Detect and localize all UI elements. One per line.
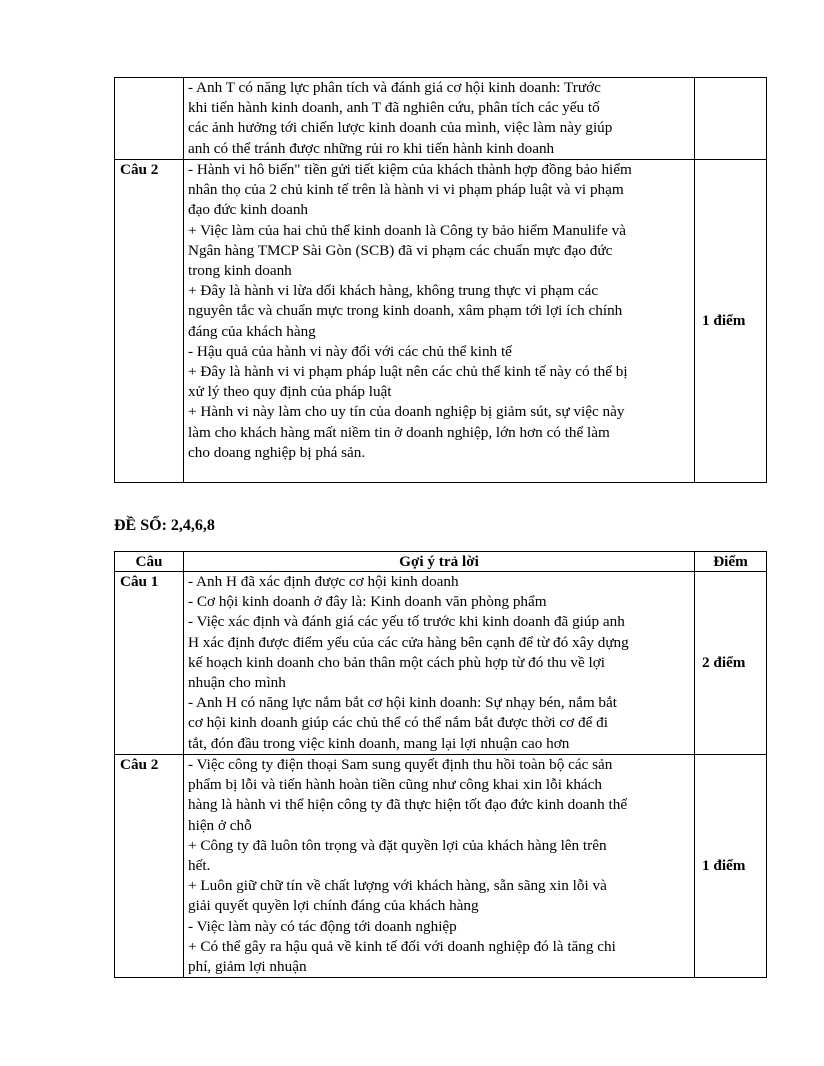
answer-line: giải quyết quyền lợi chính đáng của khách hàng [188, 897, 479, 915]
answer-line: phí, giảm lợi nhuận [188, 958, 307, 976]
answer-line: + Việc làm của hai chủ thể kinh doanh là Công ty bảo hiểm Manulife và [188, 221, 626, 239]
answer-line: cho doang nghiệp bị phá sản. [188, 443, 366, 461]
answer-cell [184, 572, 695, 755]
answer-line: anh có thể tránh được những rủi ro khi tiến hành kinh doanh [188, 139, 555, 157]
answer-line: Ngân hàng TMCP Sài Gòn (SCB) đã vi phạm các chuẩn mực đạo đức [188, 241, 613, 259]
answer-line: - Anh H có năng lực nắm bắt cơ hội kinh doanh: Sự nhạy bén, nắm bắt [188, 694, 617, 712]
points-cell [695, 78, 767, 160]
question-cell: Câu 1 [115, 572, 184, 755]
answer-line: tắt, đón đầu trong việc kinh doanh, mang lại lợi nhuận cao hơn [188, 734, 570, 752]
answer-line: nguyên tắc và chuẩn mực trong kinh doanh, xâm phạm tới lợi ích chính [188, 302, 623, 320]
section-title: ĐỀ SỐ: 2,4,6,8 [114, 517, 215, 534]
answer-line: + Đây là hành vi vi phạm pháp luật nên các chủ thể kinh tế này có thể bị [188, 363, 628, 381]
answer-line: - Việc xác định và đánh giá các yếu tố trước khi kinh doanh đã giúp anh [188, 613, 625, 631]
answer-line: + Đây là hành vi lừa dối khách hàng, không trung thực vi phạm các [188, 282, 599, 300]
answer-line: - Hành vi hô biến" tiền gửi tiết kiệm của khách thành hợp đồng bảo hiểm [188, 161, 632, 178]
question-cell: Câu 2 [115, 160, 184, 483]
table-row [115, 755, 767, 978]
answer-line: + Hành vi này làm cho uy tín của doanh nghiệp bị giảm sút, sự việc này [188, 403, 625, 421]
answer-table-1 [114, 77, 767, 483]
answer-line: nhân thọ của 2 chủ kinh tế trên là hành vi vi phạm pháp luật và vi phạm [188, 181, 624, 199]
question-cell: Câu 2 [115, 755, 184, 978]
question-cell [115, 78, 184, 160]
table-row [115, 78, 767, 160]
answer-line: - Cơ hội kinh doanh ở đây là: Kinh doanh văn phòng phẩm [188, 593, 547, 611]
answer-line: hết. [188, 857, 211, 875]
column-header-question: Câu [115, 552, 184, 572]
answer-line: kế hoạch kinh doanh cho bản thân một cách phù hợp từ đó thu về lợi [188, 653, 605, 671]
answer-line: các ảnh hưởng tới chiến lược kinh doanh của mình, việc làm này giúp [188, 119, 613, 137]
answer-line: - Anh H đã xác định được cơ hội kinh doanh [188, 573, 459, 590]
answer-line: - Việc làm này có tác động tới doanh nghiệp [188, 917, 457, 935]
answer-line: trong kinh doanh [188, 262, 292, 280]
answer-line: - Việc công ty điện thoại Sam sung quyết định thu hồi toàn bộ các sản [188, 756, 613, 773]
answer-line: xử lý theo quy định của pháp luật [188, 383, 392, 401]
answer-line: + Luôn giữ chữ tín về chất lượng với khách hàng, sẵn sãng xin lỗi và [188, 877, 607, 895]
answer-line: - Anh T có năng lực phân tích và đánh giá cơ hội kinh doanh: Trước [188, 79, 601, 96]
answer-table-2 [114, 551, 767, 978]
points-cell: 2 điểm [695, 572, 767, 755]
points-cell: 1 điểm [695, 755, 767, 978]
answer-cell [184, 755, 695, 978]
answer-line: hiện ở chỗ [188, 816, 252, 834]
answer-line: nhuận cho mình [188, 674, 286, 692]
table-row [115, 572, 767, 755]
points-cell: 1 điểm [695, 160, 767, 483]
answer-line: khi tiến hành kinh doanh, anh T đã nghiên cứu, phân tích các yếu tố [188, 99, 600, 117]
table-header-row [115, 552, 767, 572]
answer-line: làm cho khách hàng mất niềm tin ở doanh nghiệp, lớn hơn có thể làm [188, 423, 610, 441]
answer-line: phẩm bị lỗi và tiến hành hoàn tiền cũng như công khai xin lỗi khách [188, 776, 602, 794]
column-header-answer: Gợi ý trả lời [184, 552, 695, 572]
answer-line: - Hậu quả của hành vi này đối với các chủ thể kinh tế [188, 342, 512, 360]
column-header-points: Điểm [695, 552, 767, 572]
answer-line: hàng là hành vi thể hiện công ty đã thực hiện tốt đạo đức kinh doanh thể [188, 796, 628, 814]
answer-line: đạo đức kinh doanh [188, 201, 309, 219]
answer-line: + Có thể gây ra hậu quả về kinh tế đối với doanh nghiệp đó là tăng chi [188, 937, 616, 955]
answer-line: đáng của khách hàng [188, 322, 316, 340]
answer-line: cơ hội kinh doanh giúp các chủ thể có thể nắm bắt được thời cơ để đi [188, 714, 608, 732]
table-row [115, 160, 767, 483]
answer-cell [184, 78, 695, 160]
answer-line: H xác định được điểm yếu của các cửa hàng bên cạnh để từ đó xây dựng [188, 633, 629, 651]
answer-line: + Công ty đã luôn tôn trọng và đặt quyền lợi của khách hàng lên trên [188, 836, 607, 854]
answer-cell [184, 160, 695, 483]
